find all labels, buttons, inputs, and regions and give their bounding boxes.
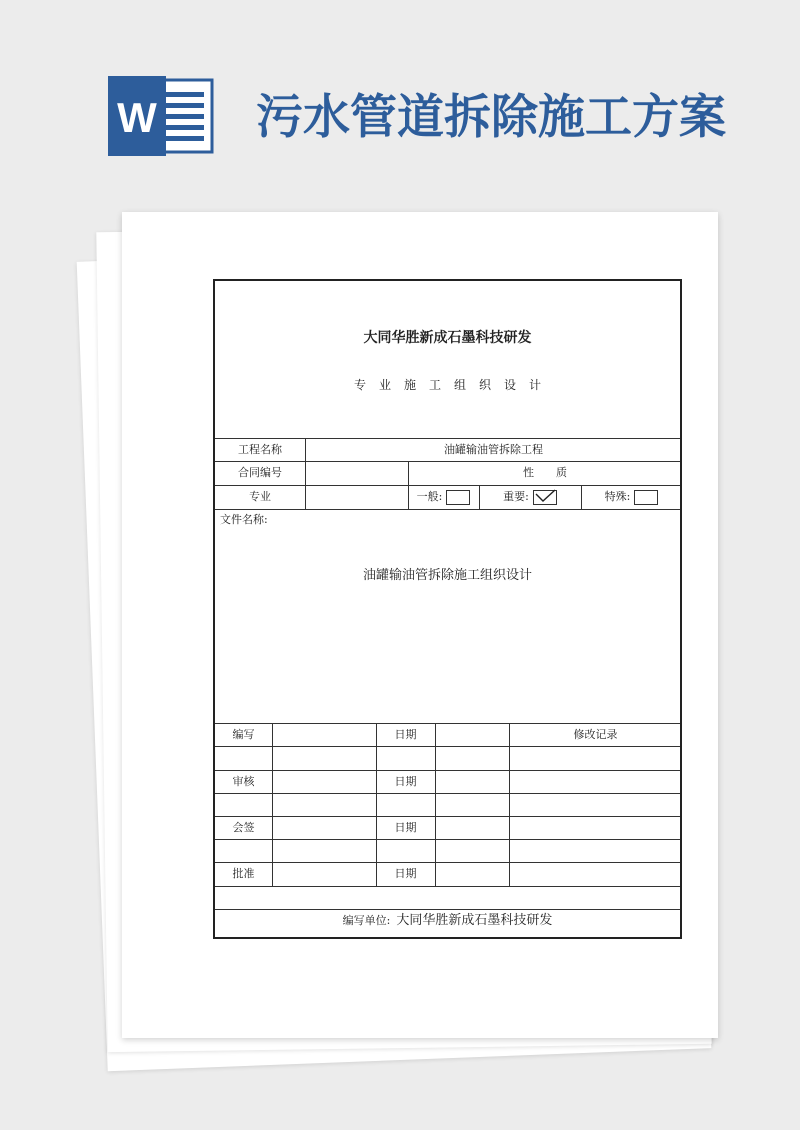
table-divider [435, 723, 436, 886]
page-title: 污水管道拆除施工方案 [256, 90, 726, 145]
project-name-label: 工程名称 [238, 443, 282, 456]
table-divider [215, 839, 680, 840]
document-name: 油罐输油管拆除施工组织设计 [362, 568, 532, 583]
date-label: 日期 [394, 867, 417, 880]
approve-label: 批准 [232, 867, 255, 880]
revision-label: 修改记录 [573, 728, 618, 741]
contract-no-label: 合同编号 [238, 466, 282, 479]
important-label: 重要: [503, 490, 529, 503]
cover-form [213, 279, 682, 939]
table-divider [215, 886, 680, 887]
nature-label: 性 质 [523, 466, 567, 479]
important-option[interactable] [479, 485, 581, 508]
date-label: 日期 [394, 821, 417, 834]
review-label: 审核 [232, 775, 255, 788]
date-label: 日期 [394, 775, 417, 788]
form-subtitle: 专业施工组织设计 [353, 378, 554, 392]
table-divider [272, 723, 273, 886]
table-divider [215, 862, 680, 863]
word-icon [108, 76, 216, 156]
general-option[interactable] [408, 485, 479, 508]
table-divider [215, 746, 680, 747]
special-label: 特殊: [604, 490, 631, 503]
important-checkbox[interactable] [533, 490, 557, 505]
table-divider [215, 793, 680, 794]
special-option[interactable] [581, 485, 682, 508]
special-checkbox[interactable] [634, 490, 658, 505]
table-divider [215, 816, 680, 817]
general-checkbox[interactable] [446, 490, 470, 505]
table-divider [215, 770, 680, 771]
file-name-label: 文件名称: [220, 513, 268, 526]
checkmark-icon [533, 488, 557, 504]
write-label: 编写 [232, 728, 255, 741]
project-name-value: 油罐输油管拆除工程 [444, 443, 543, 456]
countersign-label: 会签 [232, 821, 255, 834]
specialty-label: 专业 [249, 490, 271, 503]
general-label: 一般: [416, 490, 443, 503]
compiling-unit [215, 909, 680, 932]
svg-text:W: W [117, 94, 157, 141]
table-divider [215, 509, 680, 510]
compiling-unit-label: 编写单位: [342, 914, 391, 927]
page-header [0, 0, 800, 200]
table-divider [509, 723, 510, 886]
company-name: 大同华胜新成石墨科技研发 [363, 330, 532, 346]
date-label: 日期 [394, 728, 417, 741]
compiling-unit-value: 大同华胜新成石墨科技研发 [396, 913, 553, 928]
